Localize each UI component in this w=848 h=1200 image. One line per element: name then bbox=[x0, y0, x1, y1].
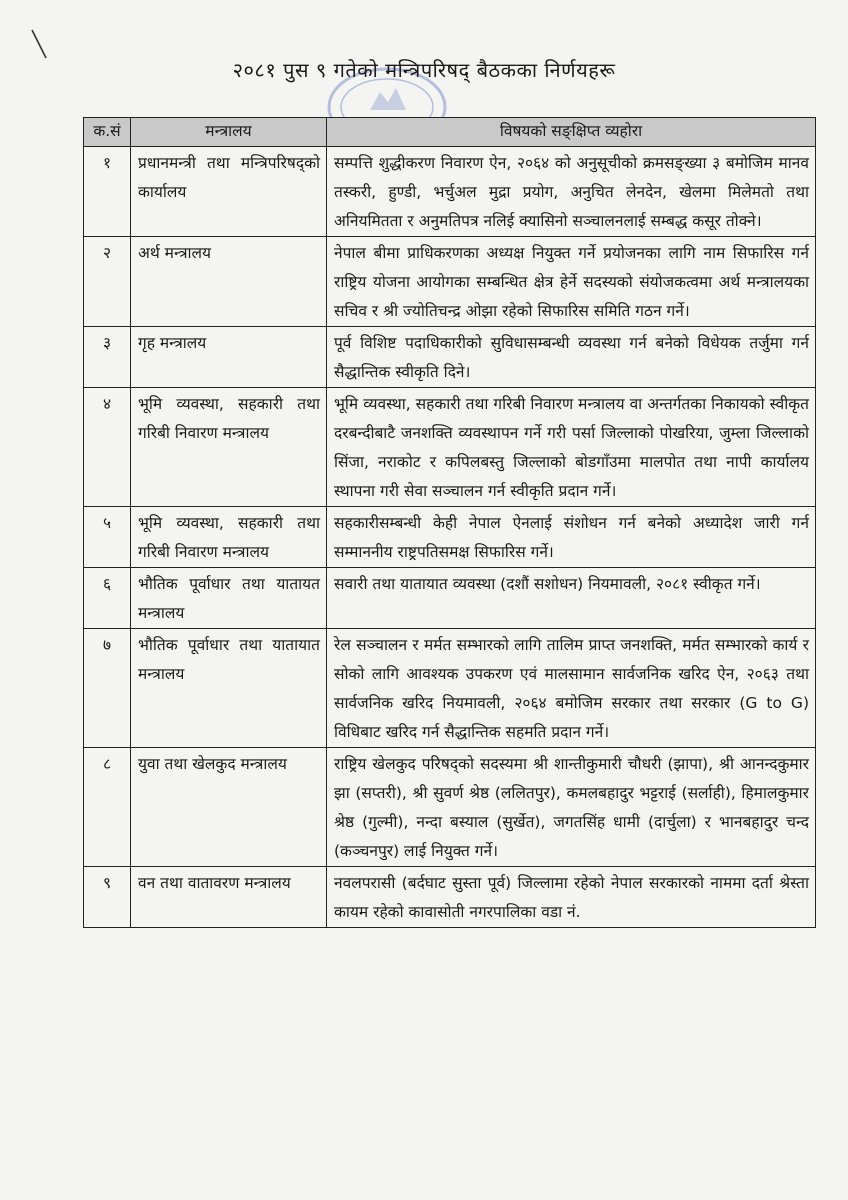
table-row bbox=[84, 507, 816, 568]
row-summary: राष्ट्रिय खेलकुद परिषद्को सदस्यमा श्री शान्तीकुमारी चौधरी (झापा), श्री आनन्दकुमार झा (सप्तरी), श्री सुवर्ण श्रेष्ठ (ललितपुर), कमलबहादुर भट्टराई (सर्लाही), हिमालकुमार श्रेष्ठ (गुल्मी), नन्दा बस्याल (सुर्खेत), जगतसिंह धामी (दार्चुला) र भानबहादुर चन्द (कञ्चनपुर) लाई नियुक्त गर्ने। bbox=[327, 748, 816, 867]
table-row bbox=[84, 867, 816, 928]
table-row bbox=[84, 327, 816, 388]
row-summary: पूर्व विशिष्ट पदाधिकारीको सुविधासम्बन्धी व्यवस्था गर्न बनेको विधेयक तर्जुमा गर्न सैद्धान्तिक स्वीकृति दिने। bbox=[327, 327, 816, 388]
table-row bbox=[84, 568, 816, 629]
page-title: २०८१ पुस ९ गतेको मन्त्रिपरिषद् बैठकका निर्णयहरू bbox=[232, 58, 616, 82]
row-summary: सवारी तथा यातायात व्यवस्था (दशौं सशोधन) नियमावली, २०८१ स्वीकृत गर्ने। bbox=[327, 568, 816, 629]
column-header-ministry: मन्त्रालय bbox=[131, 118, 327, 147]
row-number: ८ bbox=[84, 748, 131, 867]
row-number: ७ bbox=[84, 629, 131, 748]
table-row bbox=[84, 629, 816, 748]
row-number: ३ bbox=[84, 327, 131, 388]
row-ministry: भौतिक पूर्वाधार तथा यातायत मन्त्रालय bbox=[131, 568, 327, 629]
row-summary: नवलपरासी (बर्दघाट सुस्ता पूर्व) जिल्लामा रहेको नेपाल सरकारको नाममा दर्ता श्रेस्ता कायम रहेको कावासोती नगरपालिका वडा नं. bbox=[327, 867, 816, 928]
row-number: २ bbox=[84, 237, 131, 327]
row-ministry: युवा तथा खेलकुद मन्त्रालय bbox=[131, 748, 327, 867]
row-ministry: प्रधानमन्त्री तथा मन्त्रिपरिषद्को कार्यालय bbox=[131, 147, 327, 237]
table-row bbox=[84, 147, 816, 237]
row-ministry: अर्थ मन्त्रालय bbox=[131, 237, 327, 327]
row-summary: भूमि व्यवस्था, सहकारी तथा गरिबी निवारण मन्त्रालय वा अन्तर्गतका निकायको स्वीकृत दरबन्दीबाटै जनशक्ति व्यवस्थापन गर्ने गरी पर्सा जिल्लाको पोखरिया, जुम्ला जिल्लाको सिंजा, नराकोट र कपिलबस्तु जिल्लाको बोडगाँउमा मालपोत तथा नापी कार्यालय स्थापना गरी सेवा सञ्चालन गर्न स्वीकृति प्रदान गर्ने। bbox=[327, 388, 816, 507]
row-ministry: गृह मन्त्रालय bbox=[131, 327, 327, 388]
row-number: ६ bbox=[84, 568, 131, 629]
table-row bbox=[84, 388, 816, 507]
row-number: ४ bbox=[84, 388, 131, 507]
row-ministry: भूमि व्यवस्था, सहकारी तथा गरिबी निवारण मन्त्रालय bbox=[131, 388, 327, 507]
row-ministry: भूमि व्यवस्था, सहकारी तथा गरिबी निवारण मन्त्रालय bbox=[131, 507, 327, 568]
column-header-summary: विषयको सङ्क्षिप्त व्यहोरा bbox=[327, 118, 816, 147]
row-ministry: वन तथा वातावरण मन्त्रालय bbox=[131, 867, 327, 928]
row-number: ५ bbox=[84, 507, 131, 568]
table-row bbox=[84, 748, 816, 867]
row-summary: रेल सञ्चालन र मर्मत सम्भारको लागि तालिम प्राप्त जनशक्ति, मर्मत सम्भारको कार्य र सोको लागि आवश्यक उपकरण एवं मालसामान सार्वजनिक खरिद ऐन, २०६३ तथा सार्वजनिक खरिद नियमावली, २०६४ बमोजिम सरकार तथा सरकार (G to G) विधिबाट खरिद गर्न सैद्धान्तिक सहमति प्रदान गर्ने। bbox=[327, 629, 816, 748]
table-row bbox=[84, 237, 816, 327]
row-summary: सम्पत्ति शुद्धीकरण निवारण ऐन, २०६४ को अनुसूचीको क्रमसङ्ख्या ३ बमोजिम मानव तस्करी, हुण्डी, भर्चुअल मुद्रा प्रयोग, अनुचित लेनदेन, खेलमा मिलेमतो तथा अनियमितता र अनुमतिपत्र नलिई क्यासिनो सञ्चालनलाई सम्बद्ध कसूर तोक्ने। bbox=[327, 147, 816, 237]
row-number: ९ bbox=[84, 867, 131, 928]
row-summary: नेपाल बीमा प्राधिकरणका अध्यक्ष नियुक्त गर्ने प्रयोजनका लागि नाम सिफारिस गर्न राष्ट्रिय योजना आयोगका सम्बन्धित क्षेत्र हेर्ने सदस्यको संयोजकत्वमा अर्थ मन्त्रालयका सचिव र श्री ज्योतिचन्द्र ओझा रहेको सिफारिस समिति गठन गर्ने। bbox=[327, 237, 816, 327]
row-number: १ bbox=[84, 147, 131, 237]
row-ministry: भौतिक पूर्वाधार तथा यातायात मन्त्रालय bbox=[131, 629, 327, 748]
row-summary: सहकारीसम्बन्धी केही नेपाल ऐनलाई संशोधन गर्न बनेको अध्यादेश जारी गर्न सम्माननीय राष्ट्रपतिसमक्ष सिफारिस गर्ने। bbox=[327, 507, 816, 568]
decisions-table bbox=[83, 117, 816, 928]
column-header-number: क.सं bbox=[84, 118, 131, 147]
table-header-row bbox=[84, 118, 816, 147]
